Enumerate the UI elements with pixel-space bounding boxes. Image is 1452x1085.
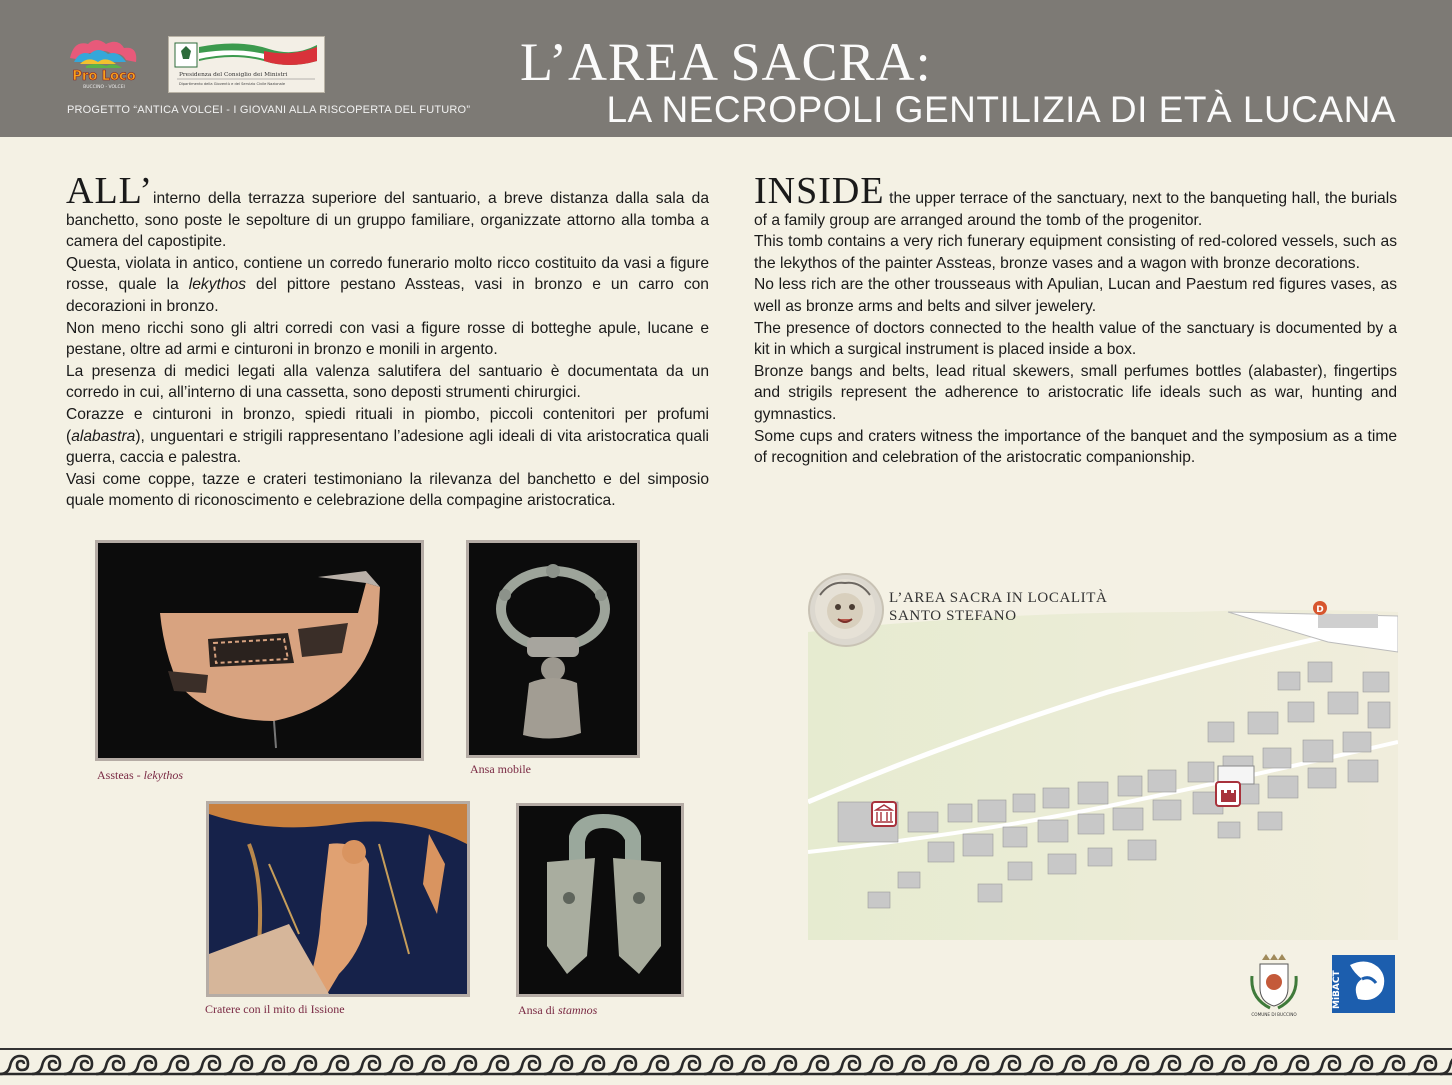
map-title: L’AREA SACRA IN LOCALITÀ SANTO STEFANO bbox=[889, 590, 1108, 624]
lekythos-photo bbox=[95, 540, 424, 761]
drop-cap: INSIDE bbox=[754, 170, 885, 212]
italian-paragraph: Questa, violata in antico, contiene un corredo funerario molto ricco costituito da vasi a figure rosse, quale la lekythos del pittore pestano Assteas, vasi in bronzo e un carro con decorazioni in bronzo. bbox=[66, 254, 709, 315]
svg-text:BUCCINO - VOLCEI: BUCCINO - VOLCEI bbox=[83, 85, 125, 90]
lekythos-caption: Assteas - lekythos bbox=[97, 768, 183, 782]
english-text-column bbox=[754, 170, 1397, 469]
project-title: PROGETTO “ANTICA VOLCEI - I GIOVANI ALLA RISCOPERTA DEL FUTURO” bbox=[67, 104, 471, 116]
stamnos-photo bbox=[516, 803, 684, 997]
stamnos-caption: Ansa di stamnos bbox=[518, 1003, 598, 1017]
italian-paragraph: La presenza di medici legati alla valenza salutifera del santuario è documentata da un corredo in cui, all’interno di una cassetta, sono deposti strumenti chirurgici. bbox=[66, 362, 709, 402]
ansa-mobile-photo bbox=[466, 540, 640, 758]
ansa-mobile-caption: Ansa mobile bbox=[470, 762, 531, 776]
drop-cap: ALL’ bbox=[66, 170, 154, 212]
cratere-photo bbox=[206, 801, 470, 997]
svg-text:D: D bbox=[1316, 605, 1324, 615]
italian-paragraph: Vasi come coppe, tazze e crateri testimoniano la rilevanza del banchetto e del simposio quale momento di riconoscimento e celebrazione della compagine aristocratica. bbox=[66, 470, 709, 510]
english-paragraph: Bronze bangs and belts, lead ritual skewers, small perfumes bottles (alabaster), fingertips and strigils represent the adherence to aristocratic life ideals such as war, hunting and gymnastics. bbox=[754, 362, 1397, 423]
italian-paragraph: ALL’interno della terrazza superiore del santuario, a breve distanza dalla sala da banchetto, sono poste le sepolture di un gruppo familiare, organizzate attorno alla tomba a camera del capostipite. bbox=[66, 170, 709, 251]
svg-text:MiBACT: MiBACT bbox=[1332, 970, 1342, 1009]
svg-text:Dipartimento della Gioventù e: Dipartimento della Gioventù e del Servizio Civile Nazionale bbox=[179, 82, 286, 86]
svg-text:Pro Loco: Pro Loco bbox=[72, 69, 136, 84]
italian-text-column bbox=[66, 170, 709, 512]
italian-paragraph: Non meno ricchi sono gli altri corredi con vasi a figure rosse di botteghe apule, lucane e pestane, oltre ad armi e cinturoni in bronzo e monili in argento. bbox=[66, 319, 709, 359]
gorgon-medallion bbox=[808, 573, 884, 647]
english-paragraph: No less rich are the other trousseaus with Apulian, Lucan and Paestum red figures vases, as well as bronze arms and belts and silver jewelery. bbox=[754, 276, 1397, 315]
header-band bbox=[0, 0, 1452, 137]
svg-text:Presidenza del Consiglio dei M: Presidenza del Consiglio dei Ministri bbox=[179, 72, 288, 78]
proloco-logo bbox=[66, 36, 142, 90]
page-title-line1: L’AREA SACRA: bbox=[520, 32, 932, 92]
site-map bbox=[808, 572, 1398, 940]
english-paragraph: The presence of doctors connected to the health value of the sanctuary is documented by a kit in which a surgical instrument is placed inside a box. bbox=[754, 319, 1397, 359]
comune-logo bbox=[1246, 952, 1302, 1018]
greek-wave-border bbox=[0, 1048, 1452, 1082]
government-logo bbox=[168, 36, 325, 93]
svg-text:COMUNE DI BUCCINO: COMUNE DI BUCCINO bbox=[1251, 1012, 1297, 1017]
english-paragraph: This tomb contains a very rich funerary equipment consisting of red-colored vessels, such as the lekythos of the painter Assteas, bronze vases and a wagon with bronze decorations. bbox=[754, 233, 1397, 272]
english-paragraph: Some cups and craters witness the importance of the banquet and the symposium as a time of recognition and celebration of the aristocratic companionship. bbox=[754, 427, 1397, 467]
cratere-caption: Cratere con il mito di Issione bbox=[205, 1002, 345, 1016]
mibact-logo bbox=[1332, 955, 1395, 1013]
italian-paragraph: Corazze e cinturoni in bronzo, spiedi rituali in piombo, piccoli contenitori per profumi (alabastra), unguentari e strigili rappresentano l’adesione agli ideali di vita aristocratica quali guerra, caccia e palestra. bbox=[66, 405, 709, 467]
english-paragraph: INSIDE the upper terrace of the sanctuary, next to the banqueting hall, the burials of a family group are arranged around the tomb of the progenitor. bbox=[754, 170, 1397, 229]
page-title-line2: LA NECROPOLI GENTILIZIA DI ETÀ LUCANA bbox=[606, 89, 1396, 130]
